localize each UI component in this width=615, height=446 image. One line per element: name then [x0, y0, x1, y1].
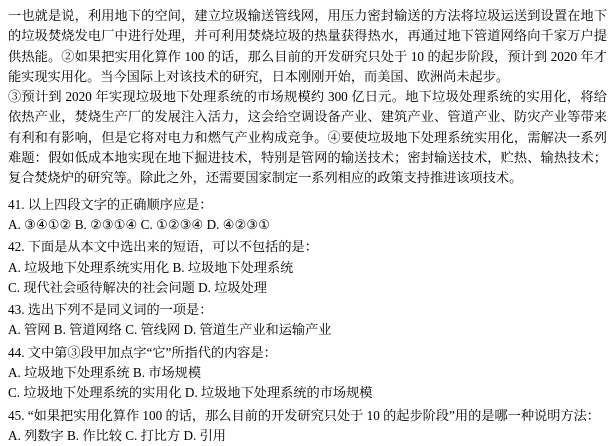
- question-42-text: 下面是从本文中选出来的短语，可以不包括的是：: [27, 239, 318, 255]
- question-45-number: 45.: [8, 407, 25, 423]
- question-45-options: [8, 426, 607, 446]
- option-line: C. 垃圾地下处理系统的实用化 D. 垃圾地下处理系统的市场规模: [8, 385, 373, 401]
- question-41-number: 41.: [8, 196, 25, 212]
- question-42-stem: [8, 237, 607, 257]
- option-line: C. 现代社会亟待解决的社会问题 D. 垃圾处理: [8, 279, 267, 295]
- option-line: A. 管网 B. 管道网络 C. 管线网 D. 管道生产业和运输产业: [8, 322, 332, 338]
- question-43: [8, 300, 607, 341]
- question-43-stem: [8, 300, 607, 320]
- option-line: A. 垃圾地下处理系统 B. 市场规模: [8, 365, 202, 381]
- question-41-text: 以上四段文字的正确顺序应是：: [27, 196, 213, 212]
- question-44-options: [8, 363, 607, 404]
- question-44: [8, 343, 607, 404]
- question-42-options: [8, 258, 607, 299]
- question-44-text: 文中第③段甲加点字“它”所指代的内容是：: [27, 344, 277, 360]
- question-42: [8, 237, 607, 298]
- question-44-stem: [8, 343, 607, 363]
- question-43-number: 43.: [8, 302, 25, 318]
- question-43-options: [8, 320, 607, 340]
- option-line: A. ③④①② B. ②③①④ C. ①②③④ D. ④②③①: [8, 216, 271, 232]
- question-45-text: “如果把实用化算作 100 的话，那么目前的开发研究只处于 10 的起步阶段”用的是哪一种说明方法：: [27, 407, 600, 423]
- question-41-stem: [8, 195, 607, 215]
- option-line: A. 垃圾地下处理系统实用化 B. 垃圾地下处理系统: [8, 259, 294, 275]
- option-line: A. 列数字 B. 作比较 C. 打比方 D. 引用: [8, 427, 226, 443]
- question-43-text: 选出下列不是同义词的一项是：: [27, 302, 213, 318]
- question-41-options: [8, 215, 607, 235]
- question-41: [8, 195, 607, 236]
- question-45-stem: [8, 406, 607, 426]
- passage-paragraph-2: ③预计到 2020 年实现垃圾地下处理系统的市场规模约 300 亿日元。地下垃圾处理系统的实用化，将给依热产业，焚烧生产厂的发展注入活力，这会给空调设备产业、建筑产业、管道产业、防灾产业等带来有利和有影响，但是它将对电力和燃气产业构成竞争。④要使垃圾地下处理系统实用化，需解决一系列难题：假如低成本地实现在地下掘进技术，特别是管网的输送技术；密封输送技术，贮热、输热技术；复合焚烧炉的研究等。除此之外，还需要国家制定一系列相应的政策支持推进该项技术。: [8, 89, 607, 186]
- question-42-number: 42.: [8, 239, 25, 255]
- question-45: [8, 406, 607, 446]
- reading-passage: [0, 0, 615, 189]
- passage-paragraph-1: 一也就是说，利用地下的空间，建立垃圾输送管线网，用压力密封输送的方法将垃圾运送到设置在地下的垃圾焚烧发电厂中进行处理，并可利用焚烧垃圾的热量获得热水，再通过地下管道网络向千家万户提供热能。②如果把实用化算作 100 的话，那么目前的开发研究只处于 10 的起步阶段，预计到 2020 年才能实现实用化。当今国际上对该技术的研究，日本刚刚开始，而美国、欧洲尚未起步。: [8, 8, 607, 84]
- questions-list: [0, 189, 615, 446]
- question-44-number: 44.: [8, 344, 25, 360]
